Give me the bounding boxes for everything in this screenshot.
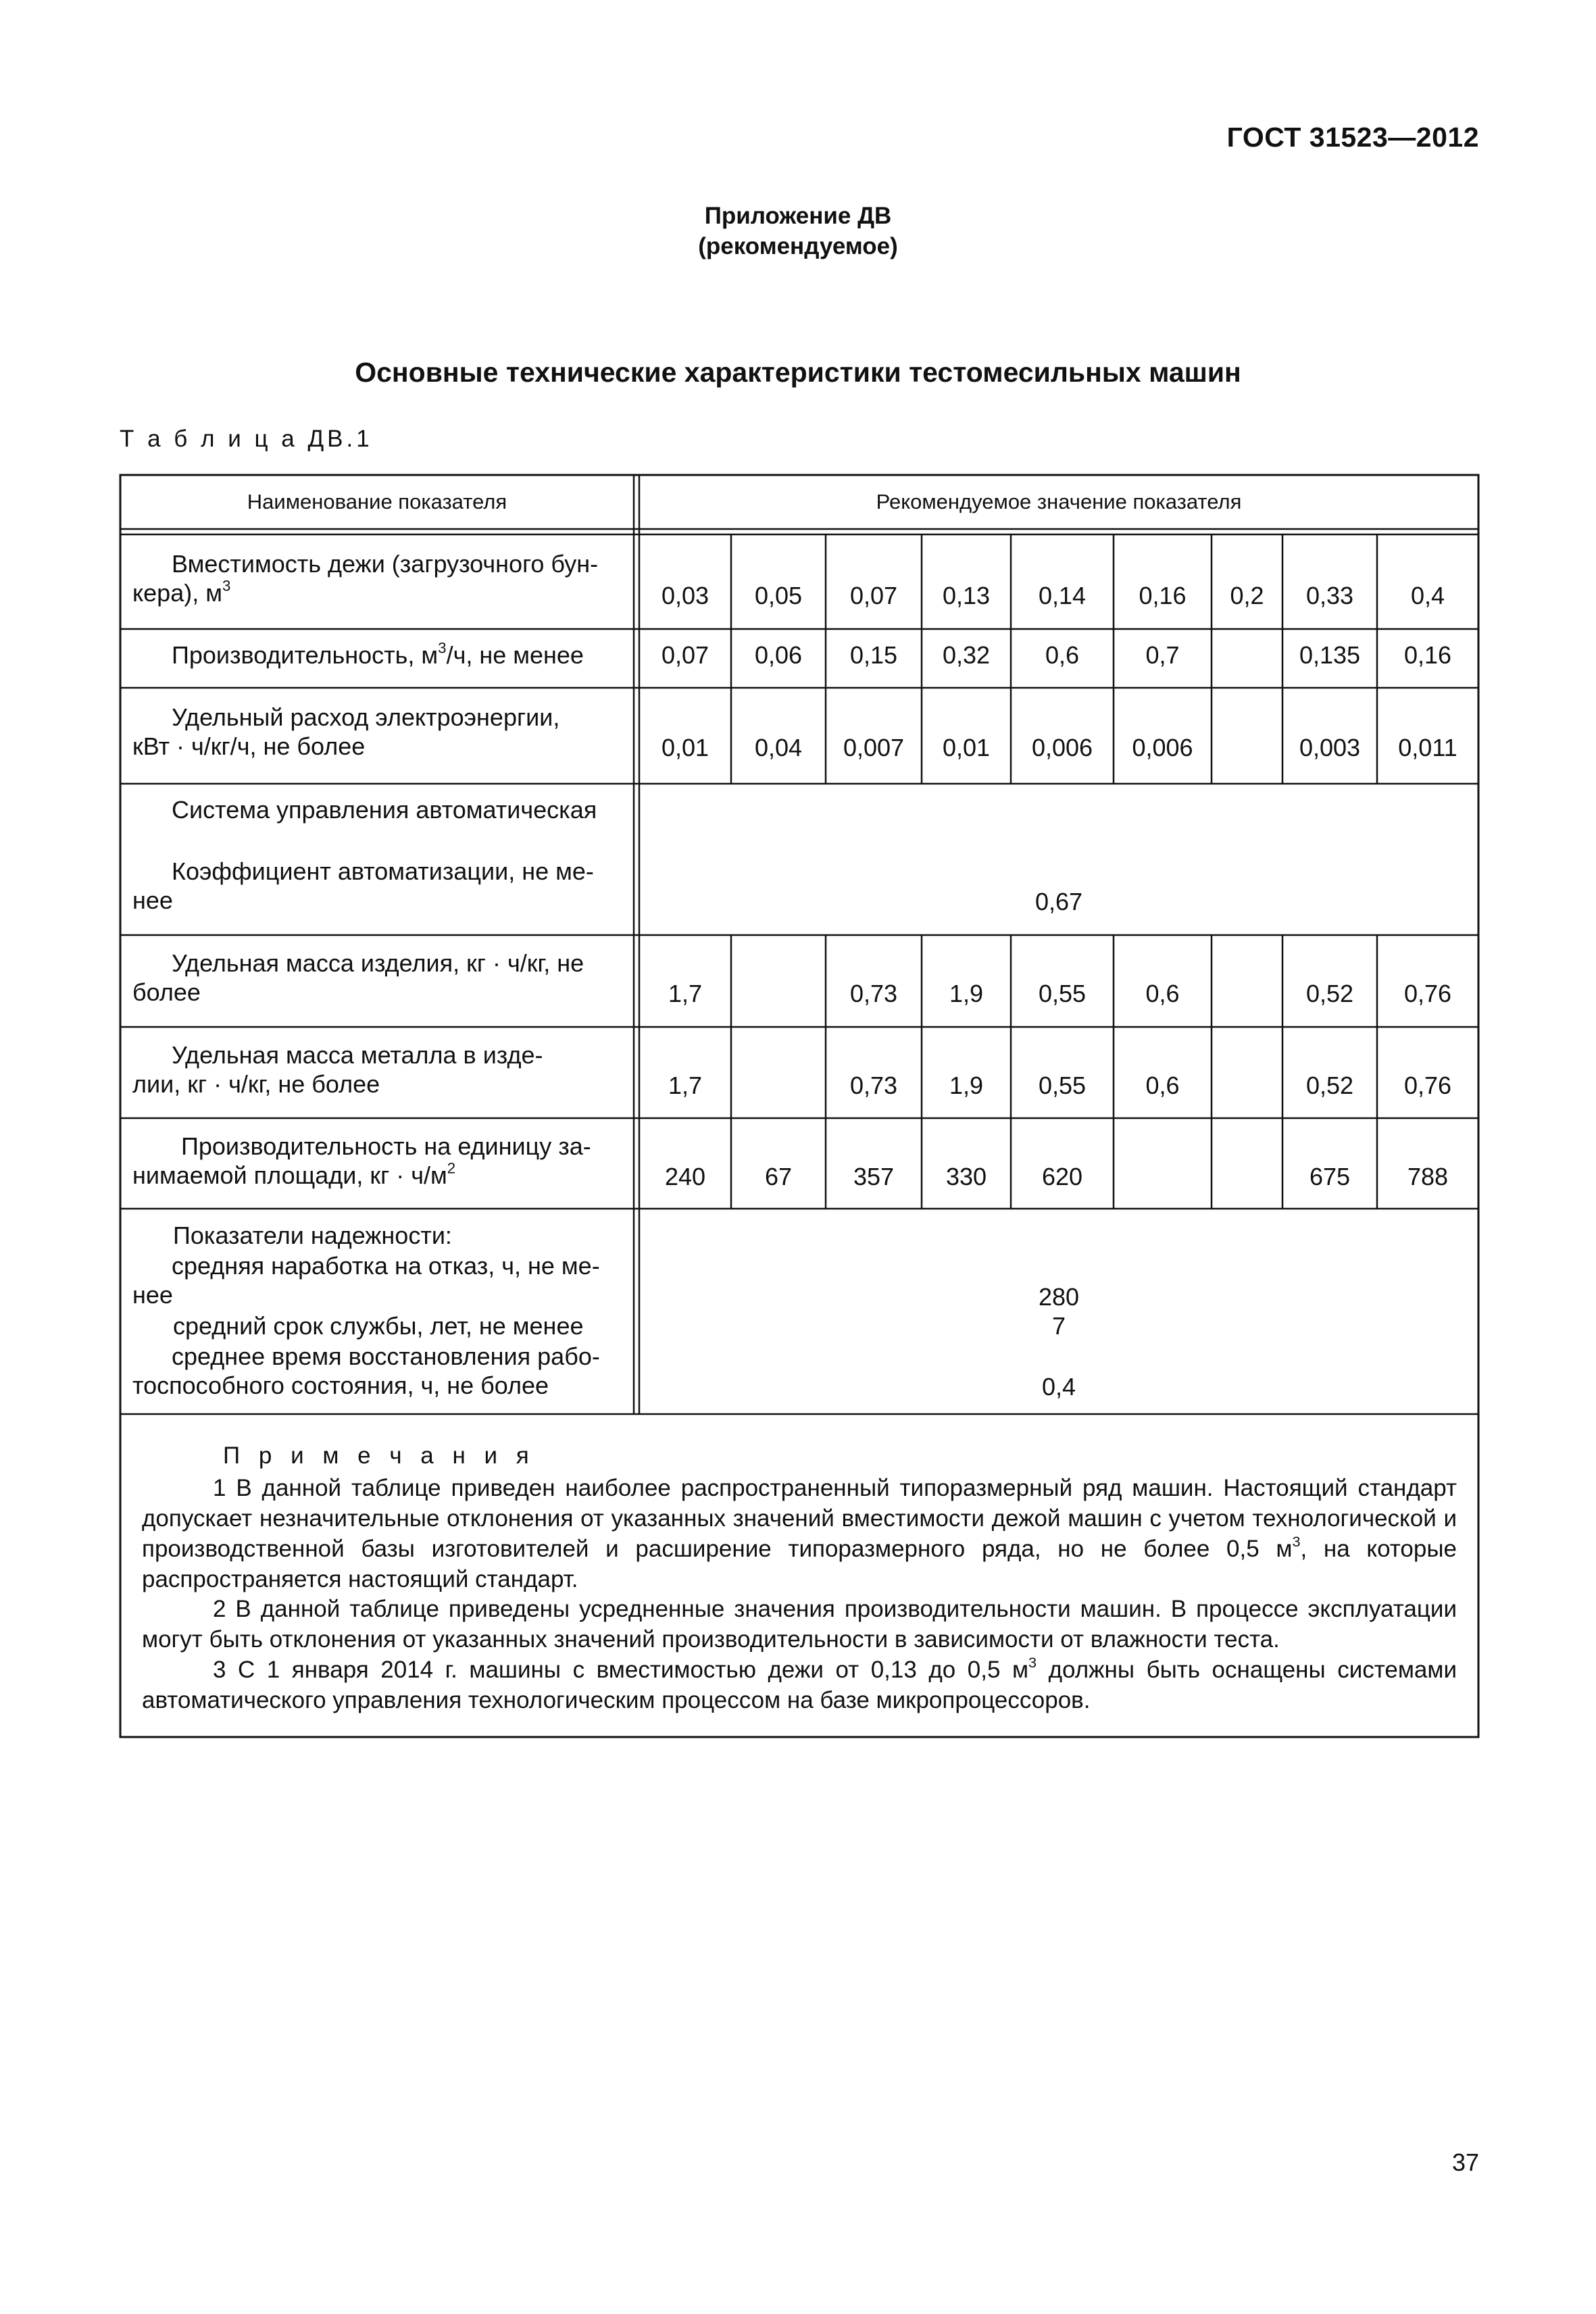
row-name-metal-mass: Удельная масса металла в изде- лии, кг · ч/кг, не более [132, 1041, 543, 1098]
table-cell-r5-c8: 0,76 [1403, 980, 1452, 1007]
reliability-mtbf-value: 280 [1038, 1283, 1080, 1311]
table-cell-r2-c8: 0,011 [1398, 734, 1457, 761]
reliability-recovery-time-value: 0,4 [1041, 1373, 1076, 1401]
table-cell-r0-c0: 0,03 [661, 582, 709, 609]
table-cell-r0-c1: 0,05 [754, 582, 803, 609]
table-cell-r1-c5: 0,7 [1145, 641, 1180, 669]
table-cell-r7-c8: 788 [1407, 1163, 1449, 1190]
table-cell-r6-c2: 0,73 [849, 1072, 898, 1099]
table-cell-r6-c7: 0,52 [1305, 1072, 1354, 1099]
table-cell-r2-c3: 0,01 [942, 734, 991, 761]
reliability-recovery-time: среднее время восстановления рабо- тоспособного состояния, ч, не более [132, 1342, 600, 1399]
table-cell-r0-c3: 0,13 [942, 582, 991, 609]
table-label: Т а б л и ц а ДВ.1 [120, 426, 373, 452]
row-name-control-system: Система управления автоматическая [172, 796, 597, 824]
table-cell-r6-c3: 1,9 [949, 1072, 984, 1099]
note-2: 2 В данной таблице приведены усредненные значения производительности машин. В процессе эксплуатации могут быть отклонения от указанных значений производительности в зависимости от влажности теста. [142, 1596, 1457, 1653]
table-cell-r1-c1: 0,06 [754, 641, 803, 669]
document-code: ГОСТ 31523—2012 [1226, 122, 1479, 153]
note-1: 1 В данной таблице приведен наиболее распространенный типоразмерный ряд машин. Настоящий стандарт допускает незначительные отклонения от указанных значений вместимости дежой машин с учетом технологической и производственной базы изготовителей и расширение типоразмерного ряда, но не более 0,5 $м^3$, на которые распространяется настоящий стандарт. [142, 1475, 1457, 1592]
table-cell-r1-c2: 0,15 [849, 641, 898, 669]
table-cell-r7-c7: 675 [1309, 1163, 1351, 1190]
notes-heading: П р и м е ч а н и я [223, 1442, 535, 1469]
page-title: Основные технические характеристики тестомесильных машин [355, 357, 1241, 388]
appendix-status: (рекомендуемое) [698, 233, 898, 259]
table-cell-r1-c0: 0,07 [661, 641, 709, 669]
table-cell-r0-c2: 0,07 [849, 582, 898, 609]
table-cell-r5-c0: 1,7 [668, 980, 703, 1007]
row-name-capacity: Вместимость дежи (загрузочного бун- кера), $м^3$ [132, 550, 599, 607]
automation-coefficient-value: 0,67 [1034, 888, 1083, 915]
table-cell-r1-c3: 0,32 [942, 641, 991, 669]
table-cell-r2-c4: 0,006 [1031, 734, 1093, 761]
table-cell-r0-c8: 0,4 [1410, 582, 1445, 609]
table-cell-r5-c3: 1,9 [949, 980, 984, 1007]
row-name-automation-coefficient: Коэффициент автоматизации, не ме- нее [132, 857, 594, 914]
table-cell-r5-c7: 0,52 [1305, 980, 1354, 1007]
table-cell-r6-c5: 0,6 [1145, 1072, 1180, 1099]
page-number: 37 [1451, 2148, 1479, 2176]
column-header-name: Наименование показателя [247, 490, 507, 513]
column-header-values: Рекомендуемое значение показателя [876, 490, 1242, 513]
table-cell-r7-c4: 620 [1041, 1163, 1083, 1190]
table-cell-r7-c3: 330 [945, 1163, 987, 1190]
table-cell-r6-c4: 0,55 [1038, 1072, 1087, 1099]
table-cell-r1-c7: 0,135 [1299, 641, 1361, 669]
table-cell-r2-c2: 0,007 [843, 734, 905, 761]
table-cell-r6-c8: 0,76 [1403, 1072, 1452, 1099]
row-name-energy: Удельный расход электроэнергии, кВт · ч/кг/ч, не более [132, 703, 560, 760]
table-cell-r7-c2: 357 [853, 1163, 895, 1190]
reliability-heading: Показатели надежности: [173, 1222, 452, 1249]
table-cell-r5-c5: 0,6 [1145, 980, 1180, 1007]
table-cell-r2-c7: 0,003 [1299, 734, 1361, 761]
table-cell-r5-c4: 0,55 [1038, 980, 1087, 1007]
table-cell-r5-c2: 0,73 [849, 980, 898, 1007]
table-cell-r1-c4: 0,6 [1045, 641, 1080, 669]
table-cell-r0-c7: 0,33 [1305, 582, 1354, 609]
table-cell-r2-c1: 0,04 [754, 734, 803, 761]
table-cell-r6-c0: 1,7 [668, 1072, 703, 1099]
table-cell-r2-c0: 0,01 [661, 734, 709, 761]
table-cell-r0-c5: 0,16 [1139, 582, 1187, 609]
appendix-title: Приложение ДВ [704, 203, 892, 229]
table-cell-r0-c6: 0,2 [1230, 582, 1264, 609]
table-cell-r7-c0: 240 [664, 1163, 706, 1190]
row-name-specific-mass: Удельная масса изделия, кг · ч/кг, не более [132, 949, 584, 1006]
reliability-service-life-value: 7 [1051, 1312, 1066, 1340]
table-cell-r2-c5: 0,006 [1132, 734, 1193, 761]
reliability-mtbf: средняя наработка на отказ, ч, не ме- нее [132, 1252, 600, 1309]
table-cell-r7-c1: 67 [764, 1163, 793, 1190]
row-name-productivity: Производительность, $м^3/ч$, не менее [172, 639, 584, 669]
note-3: 3 С 1 января 2014 г. машины с вместимостью дежи от 0,13 до 0,5 $м^3$ должны быть оснащены системами автоматического управления технологическим процессом на базе микропроцессоров. [142, 1653, 1457, 1713]
reliability-service-life: средний срок службы, лет, не менее [173, 1312, 584, 1340]
table-cell-r0-c4: 0,14 [1038, 582, 1087, 609]
row-name-area-productivity: Производительность на единицу за- нимаемой площади, кг · $ч/м^2$ [132, 1132, 591, 1189]
table-cell-r1-c8: 0,16 [1403, 641, 1452, 669]
